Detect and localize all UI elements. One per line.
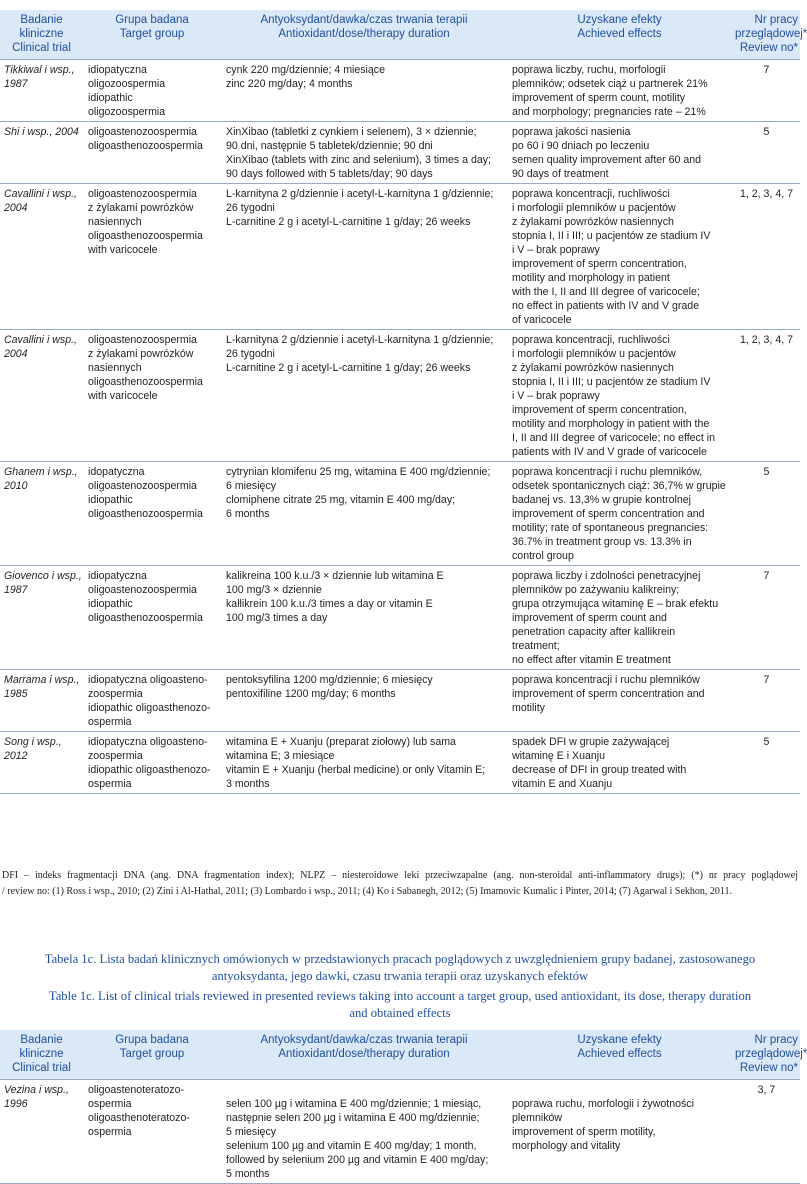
cell-line: 5 months bbox=[226, 1168, 270, 1180]
cell-line: witamina E; 3 miesiące bbox=[226, 750, 335, 762]
cell-line: semen quality improvement after 60 and bbox=[512, 154, 702, 166]
trial-cell bbox=[0, 732, 83, 794]
effects-cell bbox=[507, 1080, 732, 1184]
cell-line: i morfologii plemników u pacjentów bbox=[512, 348, 676, 360]
cell-line: XinXibao (tabletki z cynkiem i selenem), 3 × dziennie; bbox=[226, 126, 477, 138]
cell-line: 90 days followed with 5 tablets/day; 90 days bbox=[226, 168, 433, 180]
cell-line: cynk 220 mg/dziennie; 4 miesiące bbox=[226, 64, 385, 76]
trial-cell bbox=[0, 122, 83, 184]
table-caption-english: Table 1c. List of clinical trials reviewed in presented reviews taking into account a target group, used antioxidant, its dose, therapy duration and obtained effects bbox=[48, 989, 752, 1020]
antioxidant-cell bbox=[221, 1080, 507, 1184]
cell-line: oligoasthenozoospermia bbox=[88, 508, 203, 520]
cell-line: no effect in patients with IV and V grade bbox=[512, 300, 700, 312]
cell-line: 2012 bbox=[4, 750, 28, 762]
effects-cell bbox=[507, 462, 732, 566]
header-target-group: Grupa badana Target group bbox=[83, 10, 221, 60]
cell-line: i morfologii plemników u pacjentów bbox=[512, 202, 676, 214]
cell-line: zoospermia bbox=[88, 750, 143, 762]
cell-line: motility; rate of spontaneous pregnancies: bbox=[512, 522, 709, 534]
effects-cell bbox=[507, 670, 732, 732]
cell-line: oligozoospermia bbox=[88, 106, 166, 118]
cell-line: L-karnityna 2 g/dziennie i acetyl-L-karnityna 1 g/dziennie; bbox=[226, 334, 494, 346]
header-review-no: Nr pracy przeglądowej* Review no* bbox=[732, 1030, 800, 1080]
cell-line: selen 100 µg i witamina E 400 mg/dziennie; 1 miesiąc, bbox=[226, 1098, 482, 1110]
antioxidant-cell bbox=[221, 184, 507, 330]
cell-line: oligoasthenozoospermia bbox=[88, 612, 203, 624]
cell-line: XinXibao (tablets with zinc and selenium), 3 times a day; bbox=[226, 154, 491, 166]
antioxidant-cell bbox=[221, 670, 507, 732]
cell-line: następnie selen 200 µg i witamina E 400 mg/dziennie; bbox=[226, 1112, 480, 1124]
table-row bbox=[0, 1080, 800, 1184]
trial-cell bbox=[0, 566, 83, 670]
cell-line: witamina E + Xuanju (preparat ziołowy) lub sama bbox=[226, 736, 456, 748]
cell-line: control group bbox=[512, 550, 574, 562]
antioxidant-cell bbox=[221, 566, 507, 670]
cell-line: oligoastenozoospermia bbox=[88, 584, 197, 596]
cell-line: idopatyczna bbox=[88, 466, 145, 478]
trial-cell bbox=[0, 462, 83, 566]
cell-line: penetration capacity after kallikrein bbox=[512, 626, 676, 638]
table-row bbox=[0, 732, 800, 794]
cell-line: oligoasthenozoospermia bbox=[88, 376, 203, 388]
cell-line: decrease of DFI in group treated with bbox=[512, 764, 687, 776]
cell-line: improvement of sperm motility, bbox=[512, 1126, 656, 1138]
cell-line: Vezina i wsp., bbox=[4, 1084, 69, 1096]
cell-line: stopnia I, II i III; u pacjentów ze stadium IV bbox=[512, 376, 711, 388]
cell-line: ospermia bbox=[88, 716, 132, 728]
target-group-cell bbox=[83, 566, 221, 670]
table-body bbox=[0, 60, 800, 794]
cell-line: Cavallini i wsp., bbox=[4, 334, 78, 346]
cell-line: poprawa jakości nasienia bbox=[512, 126, 631, 138]
cell-line: plemników bbox=[512, 1112, 563, 1124]
trial-cell bbox=[0, 60, 83, 122]
cell-line: selenium 100 µg and vitamin E 400 mg/day; 1 month, bbox=[226, 1140, 477, 1152]
cell-line: Tikkiwal i wsp., bbox=[4, 64, 75, 76]
cell-line: Giovenco i wsp., bbox=[4, 570, 82, 582]
cell-line: followed by selenium 200 µg and vitamin E 400 mg/day; bbox=[226, 1154, 489, 1166]
cell-line: motility bbox=[512, 702, 545, 714]
cell-line: oligoastenozoospermia bbox=[88, 334, 197, 346]
effects-cell bbox=[507, 566, 732, 670]
target-group-cell bbox=[83, 122, 221, 184]
cell-line: 90 days of treatment bbox=[512, 168, 609, 180]
cell-line: 2010 bbox=[4, 480, 28, 492]
cell-line: 5 miesięcy bbox=[226, 1126, 277, 1138]
antioxidant-cell bbox=[221, 732, 507, 794]
table-row bbox=[0, 330, 800, 462]
trial-cell bbox=[0, 1080, 83, 1184]
cell-line: idiopatyczna oligoasteno- bbox=[88, 736, 208, 748]
cell-line: oligozoospermia bbox=[88, 78, 166, 90]
header-clinical-trial: Badanie kliniczne Clinical trial bbox=[0, 10, 83, 60]
clinical-trials-table-1c bbox=[0, 1030, 807, 1184]
table-row bbox=[0, 60, 800, 122]
clinical-trials-table bbox=[0, 10, 807, 794]
cell-line: 26 tygodni bbox=[226, 202, 275, 214]
cell-line: treatment; bbox=[512, 640, 560, 652]
cell-line: poprawa koncentracji i ruchu plemników, bbox=[512, 466, 703, 478]
cell-line: poprawa koncentracji i ruchu plemników bbox=[512, 674, 700, 686]
review-no-cell: 1, 2, 3, 4, 7 bbox=[732, 330, 800, 462]
cell-line: with varicocele bbox=[88, 244, 158, 256]
cell-line: idiopathic bbox=[88, 598, 133, 610]
cell-line: morphology and vitality bbox=[512, 1140, 621, 1152]
cell-line: oligoasthenozoospermia bbox=[88, 140, 203, 152]
cell-line: nasiennych bbox=[88, 216, 142, 228]
cell-line: 6 months bbox=[226, 508, 270, 520]
cell-line: kalikreina 100 k.u./3 × dziennie lub witamina E bbox=[226, 570, 444, 582]
cell-line: plemników po zażywaniu kalikreiny; bbox=[512, 584, 680, 596]
cell-line: oligoasthenoteratozo- bbox=[88, 1112, 190, 1124]
antioxidant-cell bbox=[221, 462, 507, 566]
cell-line: badanej vs. 13,3% w grupie kontrolnej bbox=[512, 494, 692, 506]
cell-line: Marrama i wsp., bbox=[4, 674, 80, 686]
cell-line: vitamin E + Xuanju (herbal medicine) or only Vitamin E; bbox=[226, 764, 486, 776]
cell-line: ospermia bbox=[88, 778, 132, 790]
cell-line: 2004 bbox=[4, 202, 28, 214]
cell-line: no effect after vitamin E treatment bbox=[512, 654, 671, 666]
cell-line: 36.7% in treatment group vs. 13.3% in bbox=[512, 536, 692, 548]
cell-line: improvement of sperm concentration, bbox=[512, 258, 687, 270]
cell-line: Song i wsp., bbox=[4, 736, 62, 748]
cell-line: 1996 bbox=[4, 1098, 28, 1110]
antioxidant-cell bbox=[221, 122, 507, 184]
cell-line: oligoastenozoospermia bbox=[88, 126, 197, 138]
effects-cell bbox=[507, 60, 732, 122]
effects-cell bbox=[507, 184, 732, 330]
cell-line: poprawa ruchu, morfologii i żywotności bbox=[512, 1098, 694, 1110]
cell-line: improvement of sperm count and bbox=[512, 612, 667, 624]
cell-line: of varicocele bbox=[512, 314, 572, 326]
cell-line: odsetek spontanicznych ciąż: 36,7% w grupie bbox=[512, 480, 726, 492]
cell-line: Ghanem i wsp., bbox=[4, 466, 78, 478]
cell-line: 26 tygodni bbox=[226, 348, 275, 360]
cell-line: clomiphene citrate 25 mg, vitamin E 400 mg/day; bbox=[226, 494, 456, 506]
cell-line: cytrynian klomifenu 25 mg, witamina E 400 mg/dziennie; bbox=[226, 466, 491, 478]
cell-line: idiopatyczna bbox=[88, 570, 147, 582]
cell-line: 1987 bbox=[4, 584, 28, 596]
effects-cell bbox=[507, 330, 732, 462]
cell-line: Cavallini i wsp., bbox=[4, 188, 78, 200]
cell-line: 100 mg/3 times a day bbox=[226, 612, 328, 624]
header-review-no: Nr pracy przeglądowej* Review no* bbox=[732, 10, 800, 60]
cell-line: zoospermia bbox=[88, 688, 143, 700]
cell-line: stopnia I, II i III; u pacjentów ze stadium IV bbox=[512, 230, 711, 242]
cell-line: zinc 220 mg/day; 4 months bbox=[226, 78, 353, 90]
cell-line: po 60 i 90 dniach po leczeniu bbox=[512, 140, 650, 152]
cell-line: 1985 bbox=[4, 688, 28, 700]
cell-line: witaminę E i Xuanju bbox=[512, 750, 606, 762]
header-antioxidant: Antyoksydant/dawka/czas trwania terapii Antioxidant/dose/therapy duration bbox=[221, 10, 507, 60]
cell-line: idiopatyczna oligoasteno- bbox=[88, 674, 208, 686]
cell-line: patients with IV and V grade of varicocele bbox=[512, 446, 707, 458]
table-row bbox=[0, 670, 800, 732]
cell-line: oligoastenozoospermia bbox=[88, 480, 197, 492]
table-header-row bbox=[0, 10, 800, 60]
header-effects: Uzyskane efekty Achieved effects bbox=[507, 10, 732, 60]
cell-line: L-carnitine 2 g i acetyl-L-carnitine 1 g/day; 26 weeks bbox=[226, 216, 471, 228]
target-group-cell bbox=[83, 330, 221, 462]
table-row bbox=[0, 462, 800, 566]
target-group-cell bbox=[83, 184, 221, 330]
cell-line: z żylakami powrózków bbox=[88, 202, 194, 214]
review-no-cell: 5 bbox=[732, 122, 800, 184]
review-no-cell: 1, 2, 3, 4, 7 bbox=[732, 184, 800, 330]
antioxidant-cell bbox=[221, 60, 507, 122]
effects-cell bbox=[507, 732, 732, 794]
target-group-cell bbox=[83, 60, 221, 122]
cell-line: motility and morphology in patient with the bbox=[512, 418, 710, 430]
footnote-line: / review no: (1) Ross i wsp., 2010; (2) Zini i Al-Hathal, 2011; (3) Lombardo i wsp., 2011; (4) Ko i Sabanegh, 2012; (5) Imamovic Kumalic i Pinter, 2014; (7) Agarwal i Sekhon, 2011. bbox=[2, 886, 733, 897]
cell-line: ospermia bbox=[88, 1126, 132, 1138]
cell-line: idiopatyczna bbox=[88, 64, 147, 76]
header-antioxidant: Antyoksydant/dawka/czas trwania terapii Antioxidant/dose/therapy duration bbox=[221, 1030, 507, 1080]
target-group-cell bbox=[83, 1080, 221, 1184]
footnote-line: DFI – indeks fragmentacji DNA (ang. DNA fragmentation index); NLPZ – niesteroidowe leki przeciwzapalne (ang. non-steroidal anti-inflammatory drugs); (*) nr pracy poglądowej bbox=[2, 870, 798, 881]
cell-line: idiopathic bbox=[88, 494, 133, 506]
cell-line: 6 miesięcy bbox=[226, 480, 277, 492]
cell-line: z żylakami powrózków nasiennych bbox=[512, 216, 674, 228]
cell-line: spadek DFI w grupie zażywającej bbox=[512, 736, 670, 748]
cell-line: idiopathic bbox=[88, 92, 133, 104]
cell-line: idiopathic oligoasthenozo- bbox=[88, 702, 211, 714]
cell-line bbox=[226, 1083, 503, 1097]
cell-line: L-carnitine 2 g i acetyl-L-carnitine 1 g/day; 26 weeks bbox=[226, 362, 471, 374]
cell-line: z żylakami powrózków nasiennych bbox=[512, 362, 674, 374]
effects-cell bbox=[507, 122, 732, 184]
antioxidant-cell bbox=[221, 330, 507, 462]
cell-line: idiopathic oligoasthenozo- bbox=[88, 764, 211, 776]
review-no-cell: 5 bbox=[732, 732, 800, 794]
cell-line: L-karnityna 2 g/dziennie i acetyl-L-karnityna 1 g/dziennie; bbox=[226, 188, 494, 200]
trial-cell bbox=[0, 184, 83, 330]
cell-line: with varicocele bbox=[88, 390, 158, 402]
cell-line: kallikrein 100 k.u./3 times a day or vitamin E bbox=[226, 598, 433, 610]
cell-line: 1987 bbox=[4, 78, 28, 90]
review-no-cell: 7 bbox=[732, 60, 800, 122]
table-footnote bbox=[2, 868, 798, 900]
cell-line: poprawa liczby i zdolności penetracyjnej bbox=[512, 570, 701, 582]
review-no-cell: 7 bbox=[732, 566, 800, 670]
review-no-cell: 3, 7 bbox=[732, 1080, 800, 1184]
target-group-cell bbox=[83, 462, 221, 566]
cell-line: grupa otrzymująca witaminę E – brak efektu bbox=[512, 598, 719, 610]
trial-cell bbox=[0, 330, 83, 462]
cell-line: z żylakami powrózków bbox=[88, 348, 194, 360]
header-clinical-trial: Badanie kliniczne Clinical trial bbox=[0, 1030, 83, 1080]
cell-line: nasiennych bbox=[88, 362, 142, 374]
review-no-cell: 5 bbox=[732, 462, 800, 566]
cell-line: improvement of sperm count, motility bbox=[512, 92, 686, 104]
header-target-group: Grupa badana Target group bbox=[83, 1030, 221, 1080]
target-group-cell bbox=[83, 732, 221, 794]
cell-line: oligoastenozoospermia bbox=[88, 188, 197, 200]
cell-line: 100 mg/3 × dziennie bbox=[226, 584, 322, 596]
table-row bbox=[0, 566, 800, 670]
cell-line: 2004 bbox=[4, 348, 28, 360]
cell-line: poprawa koncentracji, ruchliwości bbox=[512, 334, 670, 346]
cell-line: poprawa koncentracji, ruchliwości bbox=[512, 188, 670, 200]
cell-line: I, II and III degree of varicocele; no effect in bbox=[512, 432, 715, 444]
cell-line bbox=[512, 1083, 728, 1097]
cell-line: vitamin E and Xuanju bbox=[512, 778, 613, 790]
cell-line: motility and morphology in patient bbox=[512, 272, 670, 284]
cell-line: i V – brak poprawy bbox=[512, 390, 600, 402]
target-group-cell bbox=[83, 670, 221, 732]
cell-line: i V – brak poprawy bbox=[512, 244, 600, 256]
table-row bbox=[0, 122, 800, 184]
cell-line: with the I, II and III degree of varicocele; bbox=[512, 286, 700, 298]
cell-line: improvement of sperm concentration and bbox=[512, 688, 705, 700]
cell-line: 3 months bbox=[226, 778, 270, 790]
cell-line: 90 dni, następnie 5 tabletek/dziennie; 90 dni bbox=[226, 140, 433, 152]
cell-line: ospermia bbox=[88, 1098, 132, 1110]
cell-line: poprawa liczby, ruchu, morfologii bbox=[512, 64, 666, 76]
header-effects: Uzyskane efekty Achieved effects bbox=[507, 1030, 732, 1080]
table-header-row bbox=[0, 1030, 800, 1080]
cell-line: pentoksyfilina 1200 mg/dziennie; 6 miesięcy bbox=[226, 674, 433, 686]
cell-line: Shi i wsp., 2004 bbox=[4, 126, 79, 138]
table-body bbox=[0, 1080, 800, 1184]
table-row bbox=[0, 184, 800, 330]
cell-line: plemników; odsetek ciąż u partnerek 21% bbox=[512, 78, 708, 90]
cell-line: improvement of sperm concentration, bbox=[512, 404, 687, 416]
review-no-cell: 7 bbox=[732, 670, 800, 732]
cell-line: pentoxifiline 1200 mg/day; 6 months bbox=[226, 688, 396, 700]
trial-cell bbox=[0, 670, 83, 732]
cell-line: and morphology; pregnancies rate – 21% bbox=[512, 106, 706, 118]
cell-line: oligoasthenozoospermia bbox=[88, 230, 203, 242]
table-caption-polish: Tabela 1c. Lista badań klinicznych omówionych w przedstawionych pracach poglądowych z uwzględnieniem grupy badanej, zastosowanego antyoksydanta, jego dawki, czasu trwania terapii oraz uzyskanych efektów bbox=[44, 952, 756, 983]
cell-line: oligoastenoteratozo- bbox=[88, 1084, 184, 1096]
cell-line: improvement of sperm concentration and bbox=[512, 508, 705, 520]
